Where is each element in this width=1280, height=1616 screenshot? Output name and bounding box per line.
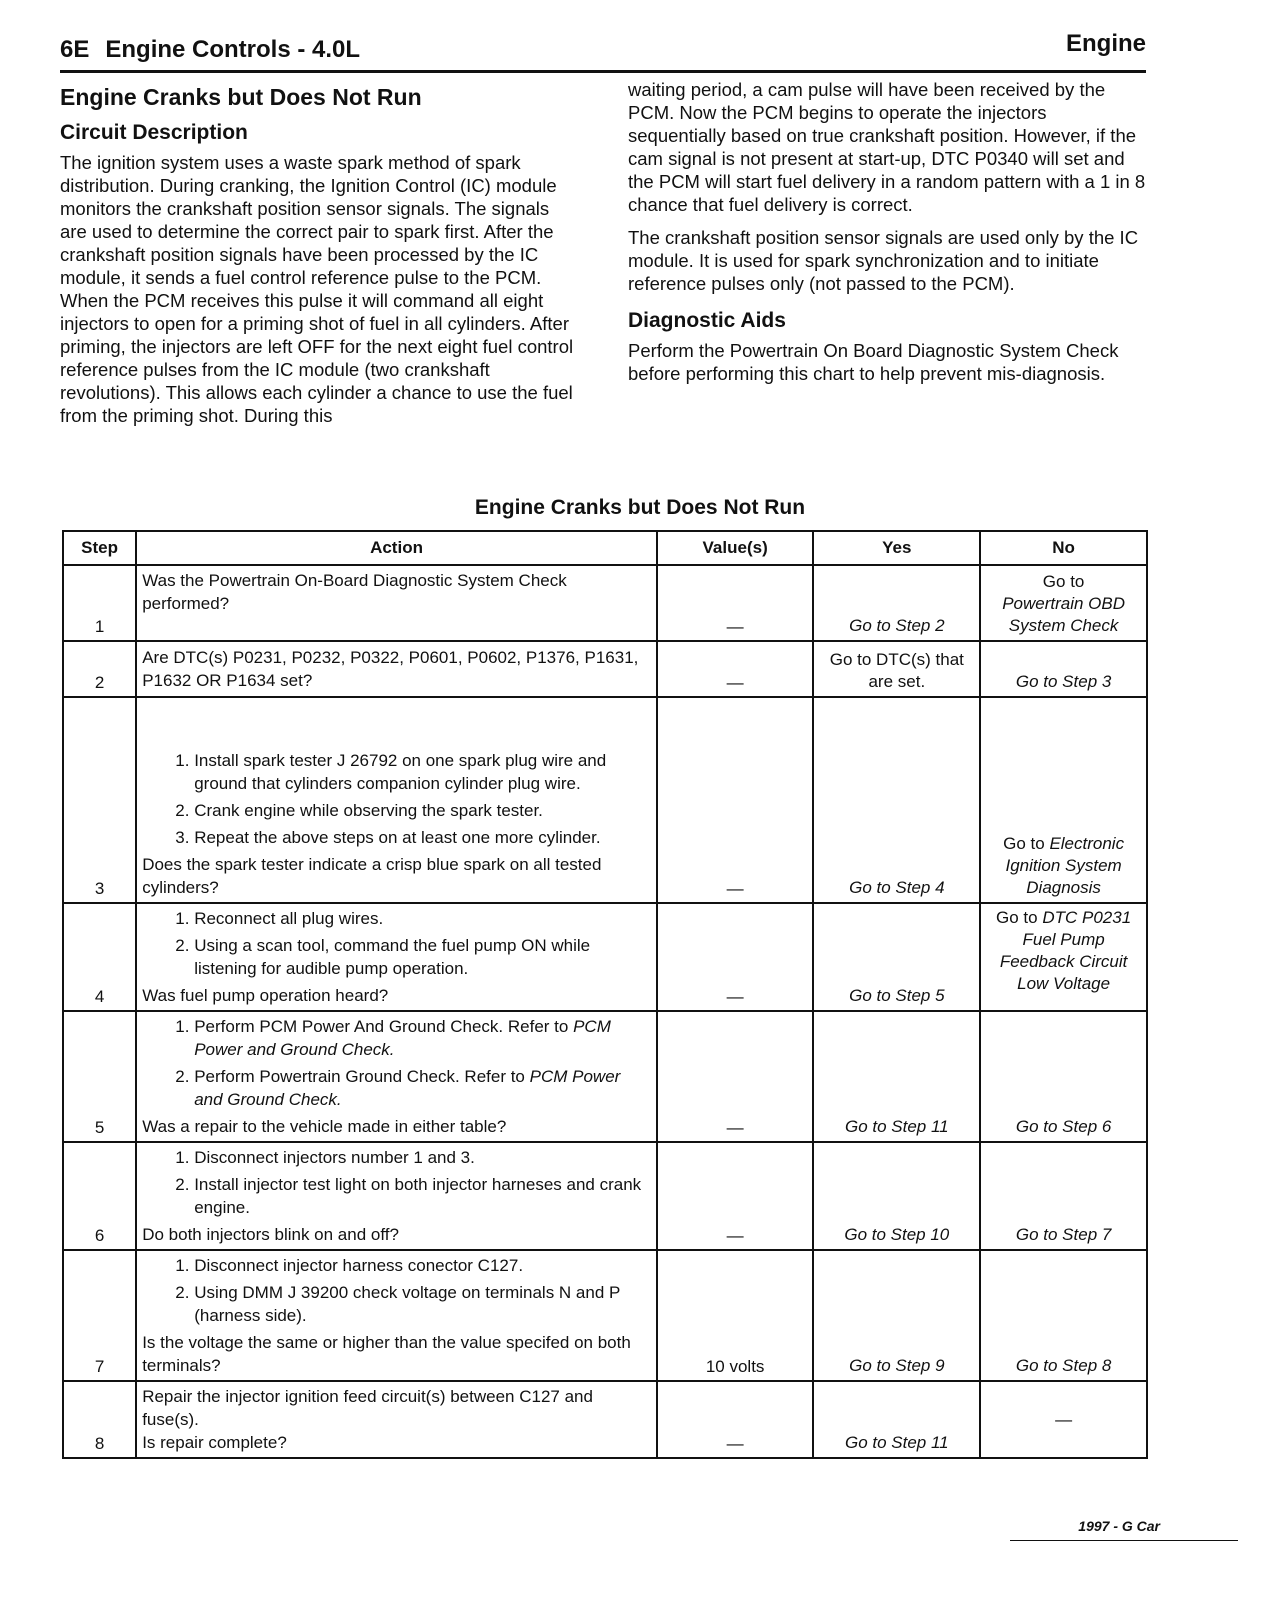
yes-result: Go to Step 11 (813, 1011, 980, 1142)
section-heading (60, 36, 360, 64)
yes-result: Go to Step 9 (813, 1250, 980, 1381)
step-question: Was a repair to the vehicle made in either table? (142, 1117, 507, 1136)
no-result-ref: Electronic Ignition System Diagnosis (1005, 834, 1125, 897)
no-result-ref: Powertrain OBD System Check (1002, 594, 1126, 635)
left-column (60, 84, 580, 437)
no-result-prefix: Go to (1042, 572, 1085, 591)
no-result: Go to Step 3 (980, 641, 1147, 697)
step-action (136, 1142, 657, 1250)
step-value: — (657, 697, 814, 903)
step-question: Does the spark tester indicate a crisp blue spark on all tested cylinders? (142, 855, 602, 897)
step-action (136, 565, 657, 641)
step-question: Was the Powertrain On-Board Diagnostic System Check performed? (142, 571, 567, 613)
action-item: 1. Disconnect injectors number 1 and 3. (194, 1146, 651, 1169)
step-instruction: Repair the injector ignition feed circuit(s) between C127 and fuse(s). (142, 1387, 593, 1429)
step-question: Do both injectors blink on and off? (142, 1225, 399, 1244)
step-action (136, 1011, 657, 1142)
action-item: 2. Crank engine while observing the spark tester. (194, 799, 651, 822)
header-step: Step (63, 531, 136, 565)
action-item (194, 1065, 651, 1111)
step-number: 1 (63, 565, 136, 641)
step-value: — (657, 1142, 814, 1250)
header-no: No (980, 531, 1147, 565)
page-header (60, 30, 1146, 73)
step-number: 7 (63, 1250, 136, 1381)
no-result: — (980, 1381, 1147, 1458)
no-result-ref: DTC P0231 Fuel Pump Feedback Circuit Low Voltage (999, 908, 1132, 993)
step-action (136, 641, 657, 697)
header-value: Value(s) (657, 531, 814, 565)
step-question: Was fuel pump operation heard? (142, 986, 389, 1005)
step-value: — (657, 641, 814, 697)
circuit-description-text: The ignition system uses a waste spark method of spark distribution. During cranking, the Ignition Control (IC) module monitors the crankshaft position sensor signals. The signals are used to determine the correct pair to spark first. After the crankshaft position signals have been processed by the IC module, it sends a fuel control reference pulse to the PCM. When the PCM receives this pulse it will command all eight injectors to open for a priming shot of fuel in all cylinders. After priming, the injectors are left OFF for the next eight fuel control reference pulses from the IC module (two crankshaft revolutions). This allows each cylinder a chance to use the fuel from the priming shot. During this (60, 152, 574, 426)
no-result-prefix: Go to (996, 908, 1038, 927)
step-question: Is the voltage the same or higher than the value specifed on both terminals? (142, 1333, 631, 1375)
diagnostic-aids-heading: Diagnostic Aids (628, 309, 786, 332)
step-number: 3 (63, 697, 136, 903)
header-yes: Yes (813, 531, 980, 565)
yes-result: Go to Step 11 (813, 1381, 980, 1458)
action-item: 3. Repeat the above steps on at least one more cylinder. (194, 826, 651, 849)
step-action (136, 1381, 657, 1458)
header-action: Action (136, 531, 657, 565)
action-text: Perform PCM Power And Ground Check. Refer to (194, 1017, 574, 1036)
step-number: 4 (63, 903, 136, 1011)
step-value: — (657, 565, 814, 641)
step-question: Are DTC(s) P0231, P0232, P0322, P0601, P0602, P1376, P1631, P1632 OR P1634 set? (142, 648, 639, 690)
table-title: Engine Cranks but Does Not Run (474, 496, 806, 519)
step-value: — (657, 1381, 814, 1458)
no-result-prefix: Go to (1003, 834, 1045, 853)
step-number: 6 (63, 1142, 136, 1250)
no-result: Go to Step 6 (980, 1011, 1147, 1142)
reference-link[interactable]: PCM Power and Ground Check. (194, 1067, 621, 1109)
right-column (628, 78, 1148, 395)
action-list (142, 1146, 651, 1219)
table-row (63, 1011, 1147, 1142)
page-title: Engine Cranks but Does Not Run (60, 84, 422, 110)
table-row (63, 697, 1147, 903)
table-row (63, 1381, 1147, 1458)
step-value: — (657, 903, 814, 1011)
diagnostic-table (62, 530, 1148, 1459)
circuit-description-heading: Circuit Description (60, 121, 248, 144)
no-result: Go to Step 8 (980, 1250, 1147, 1381)
no-result (980, 697, 1147, 903)
diagnostic-aids-text: Perform the Powertrain On Board Diagnostic System Check before performing this chart to help prevent mis-diagnosis. (628, 340, 1119, 384)
no-result (980, 565, 1147, 641)
yes-result: Go to Step 4 (813, 697, 980, 903)
step-value: 10 volts (657, 1250, 814, 1381)
yes-result: Go to Step 5 (813, 903, 980, 1011)
step-value: — (657, 1011, 814, 1142)
action-list (142, 1254, 651, 1327)
no-result: Go to Step 7 (980, 1142, 1147, 1250)
section-title: Engine Controls - 4.0L (105, 36, 361, 63)
table-row (63, 1142, 1147, 1250)
circuit-description-continued: waiting period, a cam pulse will have been received by the PCM. Now the PCM begins to operate the injectors sequentially based on true crankshaft position. However, if the cam signal is not present at start-up, DTC P0340 will set and the PCM will start fuel delivery in a random pattern with a 1 in 8 chance that fuel delivery is correct. (628, 79, 1146, 215)
step-question: Is repair complete? (142, 1433, 287, 1452)
step-action (136, 903, 657, 1011)
action-item: 1. Install spark tester J 26792 on one spark plug wire and ground that cylinders companion cylinder plug wire. (194, 749, 651, 795)
action-item: 1. Reconnect all plug wires. (194, 907, 651, 930)
table-row (63, 641, 1147, 697)
yes-result: Go to Step 10 (813, 1142, 980, 1250)
footer-label: 1997 - G Car (1078, 1518, 1160, 1534)
action-item: 2. Using a scan tool, command the fuel pump ON while listening for audible pump operation. (194, 934, 651, 980)
header-category: Engine (1065, 30, 1146, 57)
action-list (142, 749, 651, 849)
action-list (142, 907, 651, 980)
footer-rule (1010, 1540, 1238, 1541)
step-number: 8 (63, 1381, 136, 1458)
step-action (136, 1250, 657, 1381)
step-action (136, 697, 657, 903)
action-item (194, 1015, 651, 1061)
action-item: 1. Disconnect injector harness conector C127. (194, 1254, 651, 1277)
reference-link[interactable]: PCM Power and Ground Check. (194, 1017, 611, 1059)
crankshaft-sensor-text: The crankshaft position sensor signals are used only by the IC module. It is used for spark synchronization and to initiate reference pulses only (not passed to the PCM). (628, 227, 1139, 294)
no-result (980, 903, 1147, 1011)
action-text: Perform Powertrain Ground Check. Refer to (194, 1067, 530, 1086)
action-item: 2. Install injector test light on both injector harneses and crank engine. (194, 1173, 651, 1219)
yes-result: Go to DTC(s) that are set. (813, 641, 980, 697)
section-code: 6E (60, 36, 90, 63)
table-row (63, 903, 1147, 1011)
yes-result: Go to Step 2 (813, 565, 980, 641)
action-list (142, 1015, 651, 1111)
step-number: 5 (63, 1011, 136, 1142)
table-header-row (63, 531, 1147, 565)
table-row (63, 565, 1147, 641)
action-item: 2. Using DMM J 39200 check voltage on terminals N and P (harness side). (194, 1281, 651, 1327)
step-number: 2 (63, 641, 136, 697)
table-row (63, 1250, 1147, 1381)
